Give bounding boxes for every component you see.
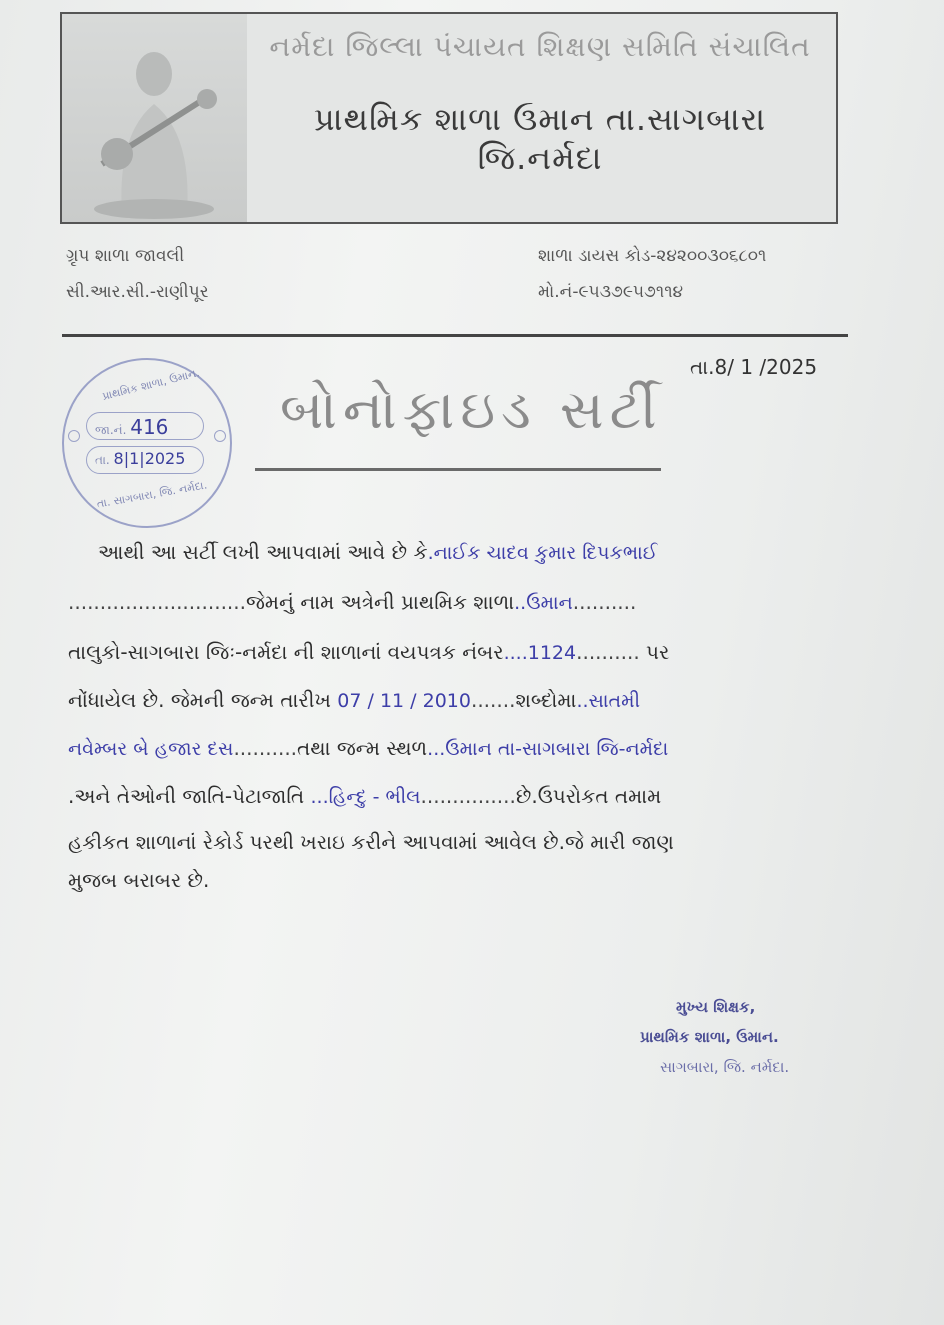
header-divider	[62, 334, 848, 337]
school-stamp	[62, 358, 232, 528]
body-line-7: હકીકત શાળાનાં રેકોર્ડ પરથી ખરાઇ કરીને આપવામાં આવેલ છે.જે મારી જાણ	[68, 830, 674, 854]
body-l4-words-label: શબ્દોમા	[515, 688, 577, 712]
school-name: ..ઉમાન	[514, 592, 573, 614]
body-line-4	[68, 688, 640, 712]
body-l1-text: આથી આ સર્ટી લખી આપવામાં આવે છે કે	[98, 540, 428, 564]
certificate-title: બોનોફાઇડ સર્ટી	[280, 378, 663, 441]
body-l2-dots2: ..........	[572, 590, 637, 614]
body-line-6	[68, 784, 661, 808]
body-l4-dots: .......	[470, 688, 516, 712]
body-line-1	[98, 540, 657, 564]
stamp-number-value: 416	[130, 415, 169, 439]
title-underline	[255, 468, 661, 471]
body-l6-text: .અને તેઓની જાતિ-પેટાજાતિ	[68, 784, 305, 808]
signature-location: સાગબારા, જિ. નર્મદા.	[660, 1058, 790, 1076]
stamp-dot-right	[214, 430, 226, 442]
body-l5-text: તથા જન્મ સ્થળ	[297, 736, 428, 760]
stamp-top-text: પ્રાથમિક શાળા, ઉમાન.	[100, 366, 201, 403]
birth-date: 07 / 11 / 2010	[337, 690, 471, 712]
stamp-number-field	[86, 412, 204, 440]
mobile-number: મો.નં-૯૫૩૭૯૫૭૧૧૪	[538, 282, 684, 302]
stamp-dot-left	[68, 430, 80, 442]
birth-date-words-2: નવેમ્બર બે હજાર દસ	[68, 738, 234, 760]
body-l5-dots: ..........	[233, 736, 298, 760]
body-l6-dots: ...............	[420, 784, 516, 808]
saraswati-image	[62, 14, 247, 222]
stamp-date-label: તા.	[95, 453, 110, 467]
stamp-date-value: 8|1|2025	[113, 449, 186, 468]
caste: ...હિન્દુ - ભીલ	[310, 786, 421, 808]
body-line-3	[68, 640, 669, 664]
body-l4-text: નોંધાયેલ છે. જેમની જન્મ તારીખ	[68, 688, 331, 712]
saraswati-illustration	[62, 14, 247, 222]
birth-date-words-1: ..સાતમી	[576, 690, 641, 712]
student-name: .નાઈક ચાદવ કુમાર દિપકભાઈ	[427, 542, 658, 564]
group-school: ગ્રૃપ શાળા જાવલી	[66, 246, 185, 266]
body-l3-dots: ..........	[576, 640, 640, 664]
body-line-5	[68, 736, 668, 760]
body-line-2	[68, 590, 636, 614]
signature-title: મુખ્ય શિક્ષક,	[676, 998, 756, 1016]
crc-line: સી.આર.સી.-રાણીપૂર	[66, 282, 209, 302]
body-l2-dots: ............................	[68, 590, 247, 614]
header-subtitle: નર્મદા જિલ્લા પંચાયત શિક્ષણ સમિતિ સંચાલિત	[269, 30, 811, 63]
dise-code: શાળા ડાયસ કોડ-૨૪૨૦૦૩૦૬૮૦૧	[538, 246, 767, 266]
stamp-date-field	[86, 446, 204, 474]
register-number: ....1124	[503, 642, 577, 664]
body-l3-end: પર	[646, 640, 670, 664]
stamp-bottom-text: તા. સાગબારા, જિ. નર્મદા.	[95, 478, 209, 511]
signature-school: પ્રાથમિક શાળા, ઉમાન.	[640, 1028, 779, 1046]
issue-date: તા.8/ 1 /2025	[690, 355, 818, 379]
body-l6-end: છે.ઉપરોકત તમામ	[515, 784, 662, 808]
body-l3-text: તાલુકો-સાગબારા જિઃ-નર્મદા ની શાળાનાં વયપત્રક નંબર	[68, 640, 504, 664]
birth-place: ...ઉમાન તા-સાગબારા જિ-નર્મદા	[427, 738, 669, 760]
body-line-8: મુજબ બરાબર છે.	[68, 868, 210, 892]
stamp-number-label: જા.નં.	[95, 423, 127, 437]
body-l2-text: જેમનું નામ અત્રેની પ્રાથમિક શાળા	[246, 590, 515, 614]
school-name-header: પ્રાથમિક શાળા ઉમાન તા.સાગબારા જિ.નર્મદા	[313, 100, 767, 177]
